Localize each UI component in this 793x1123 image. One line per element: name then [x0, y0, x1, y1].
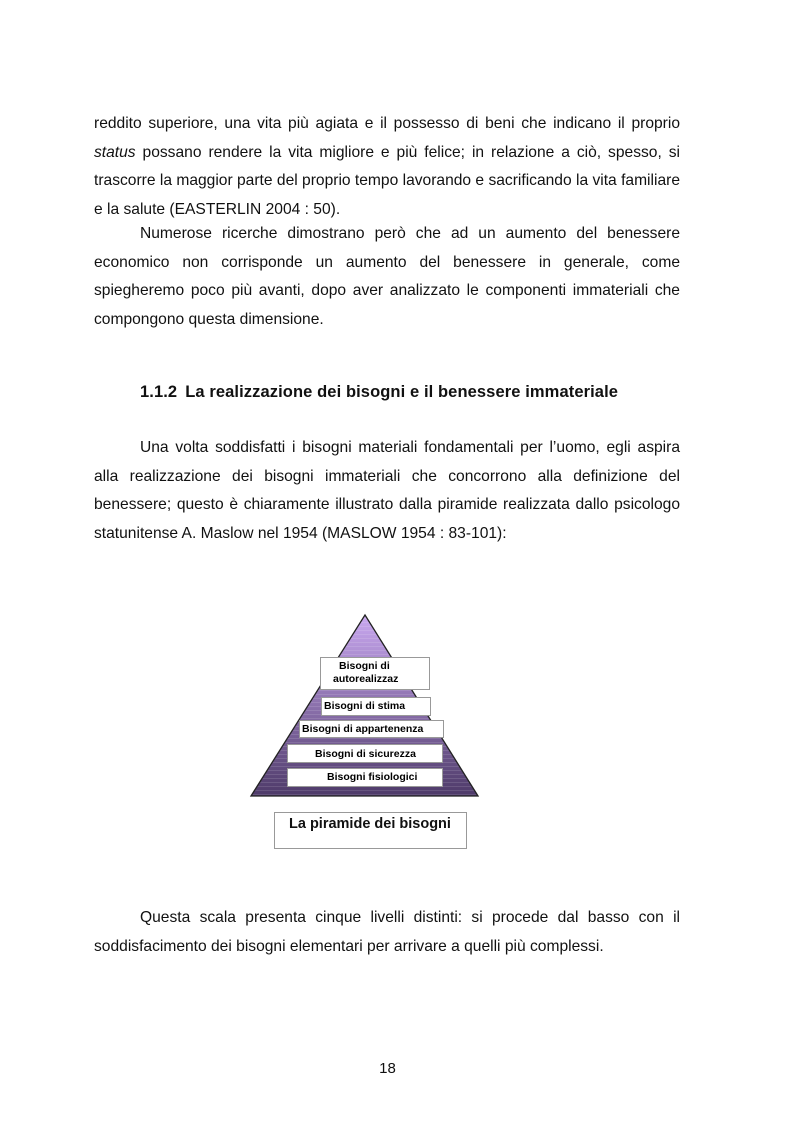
section-number: 1.1.2 [140, 383, 178, 401]
pyramid-level-appartenenza: Bisogni di appartenenza [299, 720, 444, 738]
level-1-line-1: Bisogni di [339, 660, 390, 672]
pyramid-level-autorealizzazione [320, 657, 430, 690]
p1-text-b: possano rendere la vita migliore e più felice; in relazione a ciò, spesso, si trascorre la maggior parte del proprio tempo lavorando e sacrificando la vita familiare e la salute (EASTERLIN 2004 : 50). [94, 143, 680, 218]
paragraph-4: Questa scala presenta cinque livelli distinti: si procede dal basso con il soddisfacimento dei bisogni elementari per arrivare a quelli più complessi. [94, 909, 680, 955]
level-1-line-2: autorealizzaz [333, 673, 399, 685]
paragraph-3: Una volta soddisfatti i bisogni materiali fondamentali per l’uomo, egli aspira alla realizzazione dei bisogni immateriali che concorrono alla definizione del benessere; questo è chiaramente illustrato dalla piramide realizzata dallo psicologo statunitense A. Maslow nel 1954 (MASLOW 1954 : 83-101): [94, 439, 680, 542]
section-title: La realizzazione dei bisogni e il benessere immateriale [185, 383, 619, 401]
section-heading [140, 383, 618, 402]
page-number: 18 [379, 1060, 396, 1077]
pyramid-level-stima: Bisogni di stima [321, 697, 431, 716]
pyramid-level-sicurezza: Bisogni di sicurezza [287, 744, 443, 763]
p1-text-a: reddito superiore, una vita più agiata e il possesso di beni che indicano il proprio [94, 115, 680, 132]
p1-italic-status: status [94, 143, 136, 161]
figure-caption: La piramide dei bisogni [274, 812, 467, 849]
paragraph-1 [94, 110, 680, 224]
paragraph-2: Numerose ricerche dimostrano però che ad un aumento del benessere economico non corrisponde un aumento del benessere in generale, come spiegheremo poco più avanti, dopo aver analizzato le componenti immateriali che compongono questa dimensione. [94, 225, 680, 328]
pyramid-level-fisiologici: Bisogni fisiologici [287, 768, 443, 787]
